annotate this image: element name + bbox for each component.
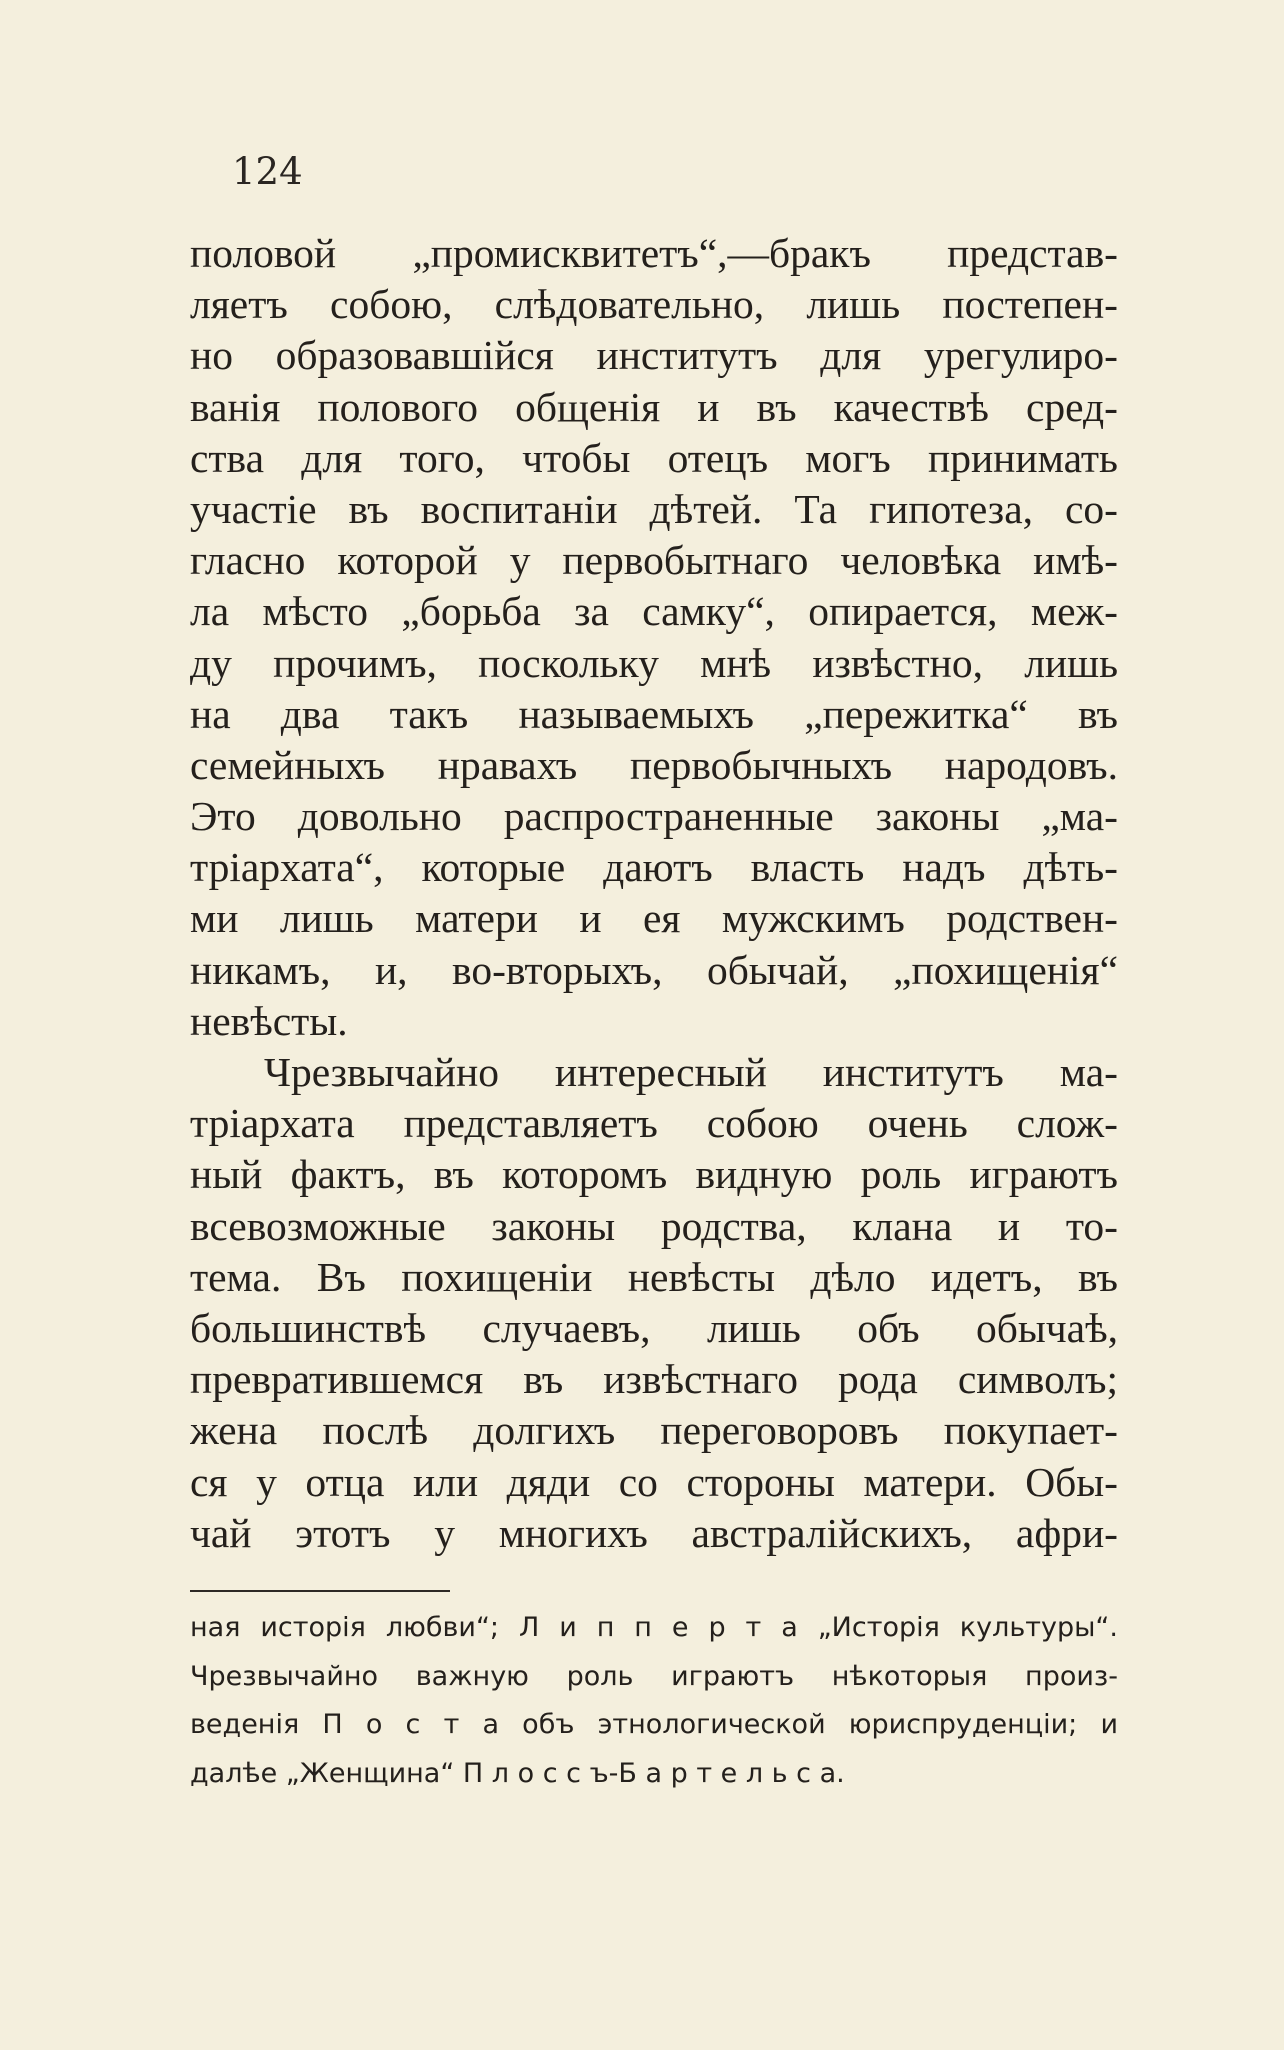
main-text (190, 228, 1118, 1559)
text-line: на два такъ называемыхъ „пережитка“ въ (190, 690, 1118, 737)
text-line: ла мѣсто „борьба за самку“, опирается, меж- (190, 588, 1118, 635)
text-line: тріархата“, которые даютъ власть надъ дѣть- (190, 844, 1118, 891)
text-line: большинствѣ случаевъ, лишь объ обычаѣ, (190, 1304, 1118, 1351)
text-line: ми лишь матери и ея мужскимъ родствен- (190, 895, 1118, 942)
text-line: ный фактъ, въ которомъ видную роль играютъ (190, 1151, 1118, 1198)
footnote-line: веденія П о с т а объ этнологической юриспруденціи; и (190, 1709, 1118, 1740)
text-line: жена послѣ долгихъ переговоровъ покупает- (190, 1407, 1118, 1454)
text-line: Чрезвычайно интересный институтъ ма- (264, 1049, 1118, 1095)
footnote-line: Чрезвычайно важную роль играютъ нѣкоторыя произ- (190, 1660, 1118, 1692)
text-line: участіе въ воспитаніи дѣтей. Та гипотеза, со- (190, 485, 1118, 532)
text-line: но образовавшійся институтъ для урегулиро- (190, 332, 1118, 379)
text-line: тема. Въ похищеніи невѣсты дѣло идетъ, въ (190, 1253, 1118, 1300)
text-line: никамъ, и, во-вторыхъ, обычай, „похищенія“ (190, 946, 1118, 993)
text-line: ду прочимъ, поскольку мнѣ извѣстно, лишь (190, 639, 1118, 686)
text-line: ляетъ собою, слѣдовательно, лишь постепен- (190, 281, 1118, 328)
text-line: чай этотъ у многихъ австралійскихъ, афри- (190, 1509, 1118, 1556)
text-line: тріархата представляетъ собою очень слож- (190, 1100, 1118, 1147)
text-line: Это довольно распространенные законы „ма- (190, 793, 1118, 840)
page-number: 124 (232, 150, 303, 193)
footnote-line: ная исторія любви“; Л и п п е р т а „Исторія культуры“. (190, 1612, 1118, 1643)
text-line: ванія полового общенія и въ качествѣ сред- (190, 383, 1118, 430)
footnote (190, 1604, 1118, 1798)
text-line: семейныхъ нравахъ первобычныхъ народовъ. (190, 741, 1118, 788)
text-line: гласно которой у первобытнаго человѣка имѣ- (190, 537, 1118, 584)
text-line: невѣсты. (190, 997, 348, 1044)
footnote-separator (190, 1590, 450, 1592)
text-line: ся у отца или дяди со стороны матери. Обы- (190, 1458, 1118, 1505)
text-line: превратившемся въ извѣстнаго рода символъ; (190, 1356, 1118, 1403)
text-line: всевозможные законы родства, клана и то- (190, 1202, 1118, 1249)
text-line: половой „промисквитетъ“,—бракъ представ- (190, 230, 1118, 276)
footnote-line: далѣе „Женщина“ П л о с с ъ-Б а р т е л ь с а. (190, 1757, 845, 1789)
text-line: ства для того, чтобы отецъ могъ принимать (190, 434, 1118, 481)
